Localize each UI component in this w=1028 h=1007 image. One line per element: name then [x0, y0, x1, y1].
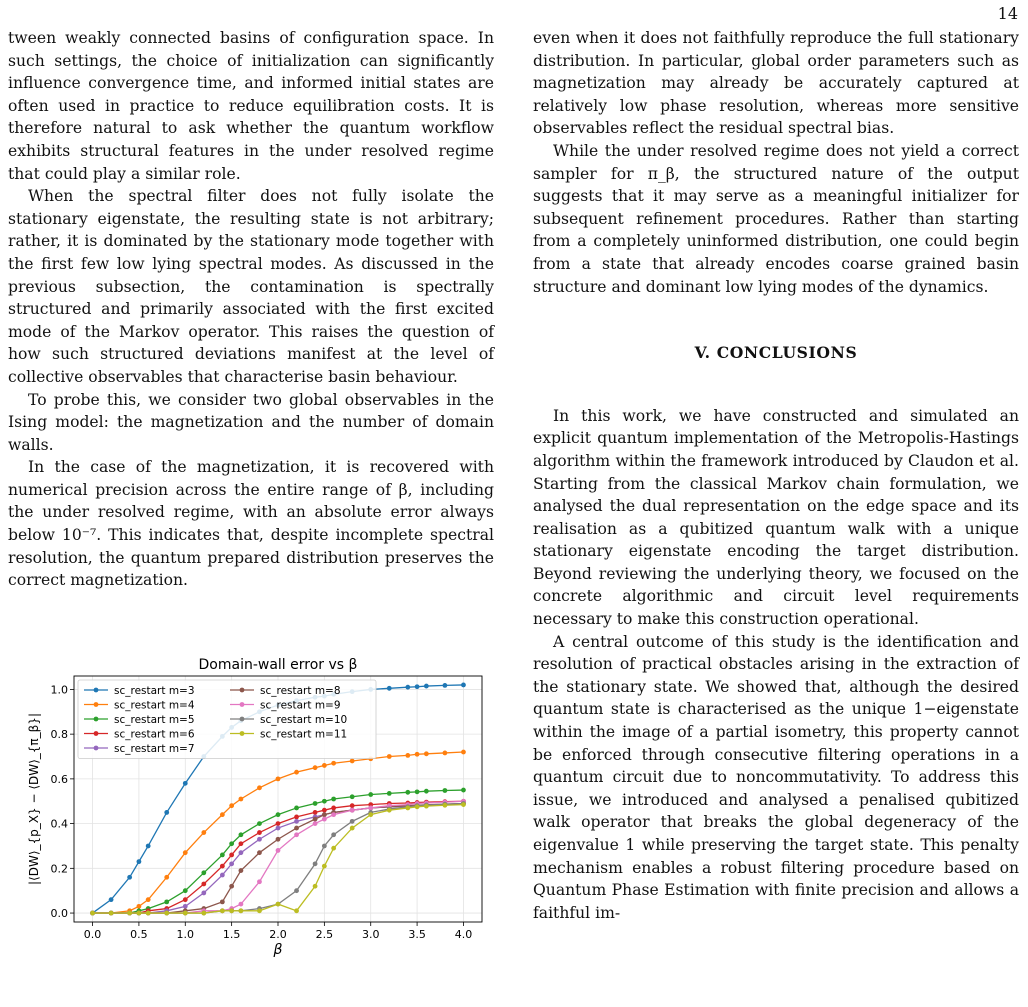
- legend-marker: [94, 746, 99, 751]
- y-tick-label: 0.6: [50, 772, 68, 786]
- data-point: [443, 803, 448, 808]
- data-point: [387, 791, 392, 796]
- legend-marker: [240, 731, 245, 736]
- data-point: [368, 812, 373, 817]
- paragraph: When the spectral filter does not fully isolate the stationary eigenstate, the resulting state is not arbitrary; rather, it is dominated by the stationary mode together with the first few low lying spectral modes. As discussed in the previous subsection, the contamination is spectrally structured and primarily associated with the first excited mode of the Markov operator. This raises the question of how such structured deviations manifest at the level of collective observables that characterise basin behaviour.: [8, 187, 494, 386]
- data-point: [331, 812, 336, 817]
- legend-label: sc_restart m=8: [260, 685, 341, 697]
- data-point: [276, 902, 281, 907]
- data-point: [387, 808, 392, 813]
- data-point: [239, 850, 244, 855]
- domain-wall-error-chart: [18, 648, 488, 968]
- paragraph: even when it does not faithfully reproduce the full stationary distribution. In particular, global order parameters such as magnetization may already be accurately captured at relatively low phase resolution, whereas more sensitive observables reflect the residual spectral bias.: [533, 29, 1019, 138]
- y-axis-label: |⟨DW⟩_{p_X} − ⟨DW⟩_{π_β}|: [27, 713, 41, 885]
- data-point: [350, 794, 355, 799]
- data-point: [201, 891, 206, 896]
- data-point: [127, 911, 132, 916]
- data-point: [201, 830, 206, 835]
- data-point: [294, 770, 299, 775]
- legend-marker: [94, 702, 99, 707]
- data-point: [350, 819, 355, 824]
- data-point: [257, 850, 262, 855]
- data-point: [229, 861, 234, 866]
- x-axis-label: β: [273, 942, 283, 958]
- data-point: [146, 844, 151, 849]
- data-point: [322, 817, 327, 822]
- y-tick-label: 0.8: [50, 728, 68, 742]
- paragraph: While the under resolved regime does not yield a correct sampler for π_β, the structured nature of the output suggests that it may serve as a meaningful initializer for subsequent refinement procedures. Rather than starting from a completely uninformed distribution, one could begin from a state that already encodes coarse grained basin structure and dominant low lying modes of the dynamics.: [533, 141, 1019, 296]
- data-point: [257, 830, 262, 835]
- legend-label: sc_restart m=6: [114, 728, 195, 741]
- legend-marker: [240, 702, 245, 707]
- data-point: [415, 752, 420, 757]
- data-point: [183, 781, 188, 786]
- data-point: [220, 812, 225, 817]
- data-point: [276, 821, 281, 826]
- data-point: [276, 826, 281, 831]
- data-point: [294, 888, 299, 893]
- data-point: [109, 911, 114, 916]
- legend-label: sc_restart m=10: [260, 714, 348, 726]
- data-point: [146, 911, 151, 916]
- data-point: [461, 750, 466, 755]
- data-point: [313, 801, 318, 806]
- data-point: [239, 841, 244, 846]
- data-point: [220, 873, 225, 878]
- x-tick-label: 1.5: [222, 928, 241, 941]
- data-point: [229, 803, 234, 808]
- data-point: [331, 797, 336, 802]
- data-point: [405, 806, 410, 811]
- data-point: [313, 817, 318, 822]
- paragraph: A central outcome of this study is the identification and resolution of practical obstacles arising in the extraction of the stationary state. We showed that, although the desired quantum state is characterised as the unique 1−eigenstate within the image of a partial isometry, this property cannot be enforced through consecutive filtering operations in a quantum circuit due to noncommutativity. To address this issue, we introduced and analysed a penalised qubitized walk operator that breaks the global degeneracy of the eigenvalue 1 while preserving the target state. This penalty mechanism enables a robust filtering procedure based on Quantum Phase Estimation with finite precision and allows a faithful im-: [533, 632, 1019, 922]
- data-point: [164, 875, 169, 880]
- left-column: [8, 27, 494, 592]
- legend-marker: [94, 688, 99, 693]
- legend-marker: [94, 717, 99, 722]
- x-tick-label: 4.0: [454, 928, 473, 941]
- data-point: [313, 821, 318, 826]
- data-point: [229, 853, 234, 858]
- y-tick-label: 1.0: [50, 683, 68, 697]
- x-tick-label: 3.5: [408, 928, 426, 941]
- data-point: [137, 859, 142, 864]
- data-point: [424, 751, 429, 756]
- data-point: [350, 803, 355, 808]
- legend-label: sc_restart m=7: [114, 743, 195, 755]
- data-point: [183, 850, 188, 855]
- data-point: [183, 911, 188, 916]
- data-point: [461, 683, 466, 688]
- data-point: [229, 884, 234, 889]
- data-point: [201, 911, 206, 916]
- data-point: [183, 888, 188, 893]
- data-point: [368, 806, 373, 811]
- data-point: [387, 686, 392, 691]
- data-point: [220, 853, 225, 858]
- legend-marker: [94, 731, 99, 736]
- data-point: [220, 908, 225, 913]
- paragraph: tween weakly connected basins of configuration space. In such settings, the choice of initialization can significantly influence convergence time, and informed initial states are often used in practice to reduce equilibration costs. It is therefore natural to ask whether the quantum workflow exhibits structural features in the under resolved regime that could play a similar role.: [8, 29, 494, 183]
- data-point: [257, 821, 262, 826]
- data-point: [461, 802, 466, 807]
- data-point: [229, 908, 234, 913]
- data-point: [313, 810, 318, 815]
- data-point: [313, 884, 318, 889]
- data-point: [424, 804, 429, 809]
- data-point: [443, 751, 448, 756]
- data-point: [415, 684, 420, 689]
- x-tick-label: 0.0: [83, 928, 102, 941]
- data-point: [405, 790, 410, 795]
- legend-label: sc_restart m=11: [260, 728, 348, 741]
- legend-label: sc_restart m=4: [114, 699, 195, 712]
- x-tick-label: 1.0: [176, 928, 195, 941]
- data-point: [415, 804, 420, 809]
- y-tick-label: 0.0: [50, 907, 68, 921]
- data-point: [294, 819, 299, 824]
- data-point: [322, 844, 327, 849]
- legend-label: sc_restart m=9: [260, 699, 341, 712]
- data-point: [164, 899, 169, 904]
- data-point: [331, 846, 336, 851]
- data-point: [239, 868, 244, 873]
- data-point: [137, 911, 142, 916]
- data-point: [331, 806, 336, 811]
- data-point: [90, 911, 95, 916]
- x-tick-label: 0.5: [130, 928, 148, 941]
- data-point: [239, 902, 244, 907]
- legend-label: sc_restart m=3: [114, 685, 195, 697]
- paragraph: To probe this, we consider two global observables in the Ising model: the magnetization and the number of domain walls.: [8, 390, 494, 454]
- data-point: [276, 776, 281, 781]
- data-point: [201, 882, 206, 887]
- data-point: [322, 808, 327, 813]
- data-point: [322, 812, 327, 817]
- data-point: [239, 797, 244, 802]
- data-point: [257, 837, 262, 842]
- section-heading: V. CONCLUSIONS: [694, 343, 858, 363]
- data-point: [368, 792, 373, 797]
- chart-title: Domain-wall error vs β: [198, 657, 358, 673]
- data-point: [322, 864, 327, 869]
- data-point: [313, 861, 318, 866]
- data-point: [220, 864, 225, 869]
- data-point: [183, 904, 188, 909]
- data-point: [257, 908, 262, 913]
- data-point: [331, 761, 336, 766]
- data-point: [257, 785, 262, 790]
- data-point: [405, 753, 410, 758]
- paragraph: In this work, we have constructed and simulated an explicit quantum implementation of the Metropolis-Hastings algorithm within the framework introduced by Claudon et al. Starting from the classical Markov chain formulation, we analysed the dual representation on the edge space and its realisation as a qubitized quantum walk with a unique stationary eigenstate encoding the target distribution. Beyond reviewing the underlying theory, we focused on the concrete algorithmic and circuit level requirements necessary to make this construction operational.: [533, 406, 1019, 629]
- data-point: [350, 826, 355, 831]
- data-point: [164, 810, 169, 815]
- x-tick-label: 2.5: [315, 928, 334, 941]
- legend: [78, 680, 376, 759]
- data-point: [424, 789, 429, 794]
- page-number: 14: [997, 4, 1018, 23]
- data-point: [415, 789, 420, 794]
- data-point: [109, 897, 114, 902]
- data-point: [294, 908, 299, 913]
- x-tick-label: 2.0: [269, 928, 287, 941]
- data-point: [387, 754, 392, 759]
- data-point: [424, 684, 429, 689]
- data-point: [443, 683, 448, 688]
- data-point: [137, 904, 142, 909]
- x-tick-label: 3.0: [361, 928, 380, 941]
- legend-label: sc_restart m=5: [114, 714, 195, 726]
- data-point: [405, 685, 410, 690]
- data-point: [461, 788, 466, 793]
- data-point: [294, 832, 299, 837]
- y-tick-label: 0.4: [50, 817, 68, 831]
- data-point: [183, 897, 188, 902]
- data-point: [322, 799, 327, 804]
- data-point: [294, 806, 299, 811]
- data-point: [350, 808, 355, 813]
- data-point: [313, 765, 318, 770]
- data-point: [294, 814, 299, 819]
- legend-marker: [240, 717, 245, 722]
- data-point: [164, 911, 169, 916]
- data-point: [294, 826, 299, 831]
- data-point: [127, 875, 132, 880]
- paragraph: In the case of the magnetization, it is recovered with numerical precision across the entire range of β, including the under resolved regime, with an absolute error always below 10⁻⁷. This indicates that, despite incomplete spectral resolution, the quantum prepared distribution preserves the correct magnetization.: [8, 458, 494, 590]
- data-point: [239, 908, 244, 913]
- y-tick-label: 0.2: [50, 862, 68, 876]
- data-point: [443, 788, 448, 793]
- data-point: [239, 832, 244, 837]
- data-point: [201, 870, 206, 875]
- data-point: [350, 759, 355, 764]
- data-point: [257, 879, 262, 884]
- data-point: [146, 897, 151, 902]
- data-point: [220, 899, 225, 904]
- data-point: [322, 763, 327, 768]
- data-point: [331, 832, 336, 837]
- data-point: [229, 841, 234, 846]
- legend-marker: [240, 688, 245, 693]
- data-point: [276, 837, 281, 842]
- data-point: [276, 848, 281, 853]
- right-column: [533, 27, 1019, 924]
- data-point: [276, 812, 281, 817]
